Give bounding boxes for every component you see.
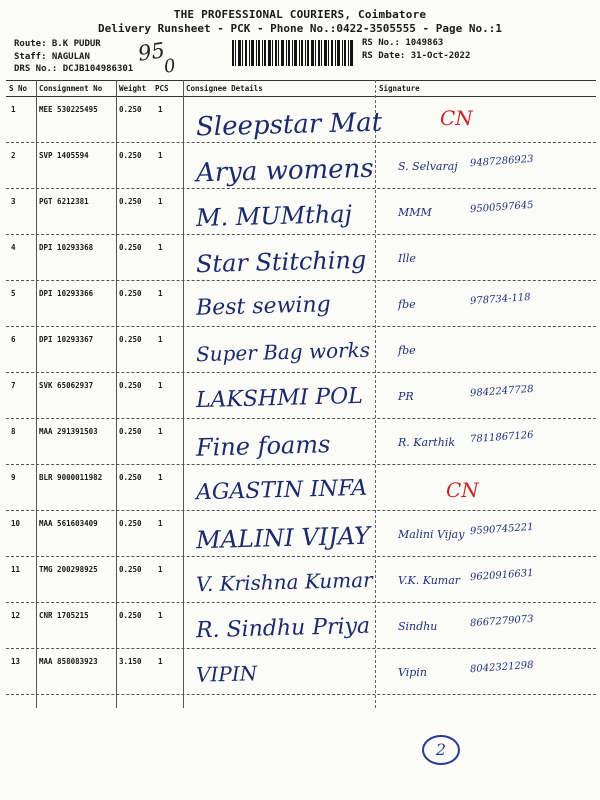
handwritten-count-bottom: 0 (162, 55, 177, 78)
cn-mark: CN (440, 106, 473, 130)
row-phone: 7811867126 (469, 429, 534, 446)
row-weight: 0.250 (119, 197, 142, 206)
row-consignment-no: DPI 10293368 (39, 243, 94, 252)
row-separator (6, 418, 596, 419)
row-pcs: 1 (158, 657, 163, 666)
row-consignee-handwritten: Sleepstar Mat (195, 107, 383, 143)
row-consignment-no: MAA 291391503 (39, 427, 98, 436)
row-consignment-no: SVP 1405594 (39, 151, 89, 160)
row-separator (6, 280, 596, 281)
row-phone: 8667279073 (469, 613, 534, 630)
row-sno: 11 (11, 565, 21, 574)
row-consignment-no: CNR 1705215 (39, 611, 89, 620)
row-phone: 8042321298 (469, 659, 534, 676)
row-consignment-no: MAA 858083923 (39, 657, 98, 666)
page-number-circle: 2 (422, 735, 460, 765)
row-separator (6, 234, 596, 235)
route-label: Route: B.K PUDUR (14, 39, 101, 49)
row-weight: 0.250 (119, 381, 142, 390)
staff-label: Staff: NAGULAN (14, 51, 90, 62)
column-header-signature: Signature (379, 84, 420, 93)
row-signature: Vipin (398, 666, 427, 679)
row-consignment-no: PGT 6212381 (39, 197, 89, 206)
row-separator (6, 648, 596, 649)
row-phone: 9620916631 (469, 567, 534, 584)
row-sno: 3 (11, 197, 16, 206)
row-separator (6, 372, 596, 373)
row-weight: 0.250 (119, 289, 142, 298)
row-signature: V.K. Kumar (398, 574, 461, 587)
row-consignee-handwritten: R. Sindhu Priya (195, 613, 371, 644)
row-pcs: 1 (158, 289, 163, 298)
barcode-image (232, 40, 354, 66)
row-sno: 8 (11, 427, 16, 436)
row-signature: PR (398, 390, 414, 403)
row-weight: 0.250 (119, 427, 142, 436)
row-signature: Malini Vijay (398, 528, 465, 541)
row-weight: 0.250 (119, 473, 142, 482)
rs-number: RS No.: 1049863 (362, 38, 444, 48)
row-pcs: 1 (158, 519, 163, 528)
row-consignment-no: DPI 10293367 (39, 335, 94, 344)
row-phone: 9842247728 (469, 383, 534, 400)
rs-info (362, 37, 470, 63)
row-pcs: 1 (158, 243, 163, 252)
column-header-consignment: Consignment No (39, 84, 103, 93)
row-sno: 6 (11, 335, 16, 344)
row-consignee-handwritten: V. Krishna Kumar (195, 567, 373, 597)
row-sno: 13 (11, 657, 21, 666)
row-weight: 0.250 (119, 151, 142, 160)
route-info (14, 38, 133, 76)
column-divider (36, 80, 37, 708)
row-consignee-handwritten: Best sewing (195, 292, 332, 321)
column-header-consignee: Consignee Details (186, 84, 263, 93)
row-sno: 2 (11, 151, 16, 160)
row-signature: fbe (398, 298, 416, 311)
row-consignee-handwritten: MALINI VIJAY (195, 521, 371, 555)
row-weight: 0.250 (119, 519, 142, 528)
row-consignee-handwritten: LAKSHMI POL (195, 383, 364, 414)
table-header-border (6, 96, 596, 97)
rs-date: RS Date: 31-Oct-2022 (362, 51, 471, 61)
row-consignment-no: MAA 561603409 (39, 519, 98, 528)
row-pcs: 1 (158, 565, 163, 574)
row-sno: 9 (11, 473, 16, 482)
row-consignment-no: SVK 65062937 (39, 381, 94, 390)
row-consignment-no: BLR 9000011982 (39, 473, 103, 482)
row-weight: 0.250 (119, 565, 142, 574)
row-pcs: 1 (158, 335, 163, 344)
row-consignee-handwritten: M. MUMthaj (195, 199, 353, 233)
row-phone: 9487286923 (469, 153, 534, 170)
drs-label: DRS No.: DCJB104986301 (14, 64, 134, 74)
column-divider (116, 80, 117, 708)
row-separator (6, 694, 596, 695)
row-consignee-handwritten: AGASTIN INFA (195, 475, 368, 506)
row-signature: Ille (398, 252, 416, 265)
row-signature: fbe (398, 344, 416, 357)
row-separator (6, 326, 596, 327)
row-consignment-no: DPI 10293366 (39, 289, 94, 298)
row-phone: 978734-118 (469, 291, 531, 308)
row-weight: 3.150 (119, 657, 142, 666)
row-consignee-handwritten: VIPIN (195, 661, 258, 687)
handwritten-count-top: 95 (136, 38, 167, 66)
row-consignee-handwritten: Super Bag works (195, 337, 371, 367)
column-header-sno: S No (9, 84, 28, 93)
row-separator (6, 188, 596, 189)
row-phone: 9590745221 (469, 521, 534, 538)
row-separator (6, 602, 596, 603)
row-sno: 10 (11, 519, 21, 528)
row-pcs: 1 (158, 473, 163, 482)
column-header-weight: Weight (119, 84, 147, 93)
row-consignee-handwritten: Star Stitching (195, 245, 367, 279)
row-signature: S. Selvaraj (398, 160, 458, 173)
row-pcs: 1 (158, 611, 163, 620)
table-top-border (6, 80, 596, 81)
row-pcs: 1 (158, 151, 163, 160)
row-sno: 7 (11, 381, 16, 390)
row-pcs: 1 (158, 105, 163, 114)
row-sno: 5 (11, 289, 16, 298)
row-signature: MMM (398, 206, 432, 219)
row-consignee-handwritten: Arya womens (195, 153, 375, 189)
row-sno: 12 (11, 611, 21, 620)
row-weight: 0.250 (119, 611, 142, 620)
document-subtitle: Delivery Runsheet - PCK - Phone No.:0422-3505555 - Page No.:1 (98, 22, 502, 35)
document-title: THE PROFESSIONAL COURIERS, Coimbatore (173, 8, 427, 21)
cn-mark: CN (446, 478, 479, 502)
row-weight: 0.250 (119, 243, 142, 252)
row-weight: 0.250 (119, 105, 142, 114)
row-separator (6, 464, 596, 465)
row-phone: 9500597645 (469, 199, 534, 216)
row-pcs: 1 (158, 427, 163, 436)
row-signature: Sindhu (398, 620, 438, 633)
row-separator (6, 510, 596, 511)
row-separator (6, 556, 596, 557)
row-pcs: 1 (158, 381, 163, 390)
row-consignee-handwritten: Fine foams (195, 430, 331, 462)
column-header-pcs: PCS (155, 84, 169, 93)
row-sno: 4 (11, 243, 16, 252)
row-signature: R. Karthik (398, 436, 455, 449)
row-separator (6, 142, 596, 143)
column-divider (375, 80, 376, 708)
row-consignment-no: MEE 530225495 (39, 105, 98, 114)
row-pcs: 1 (158, 197, 163, 206)
row-weight: 0.250 (119, 335, 142, 344)
row-sno: 1 (11, 105, 16, 114)
column-divider (183, 80, 184, 708)
row-consignment-no: TMG 200298925 (39, 565, 98, 574)
